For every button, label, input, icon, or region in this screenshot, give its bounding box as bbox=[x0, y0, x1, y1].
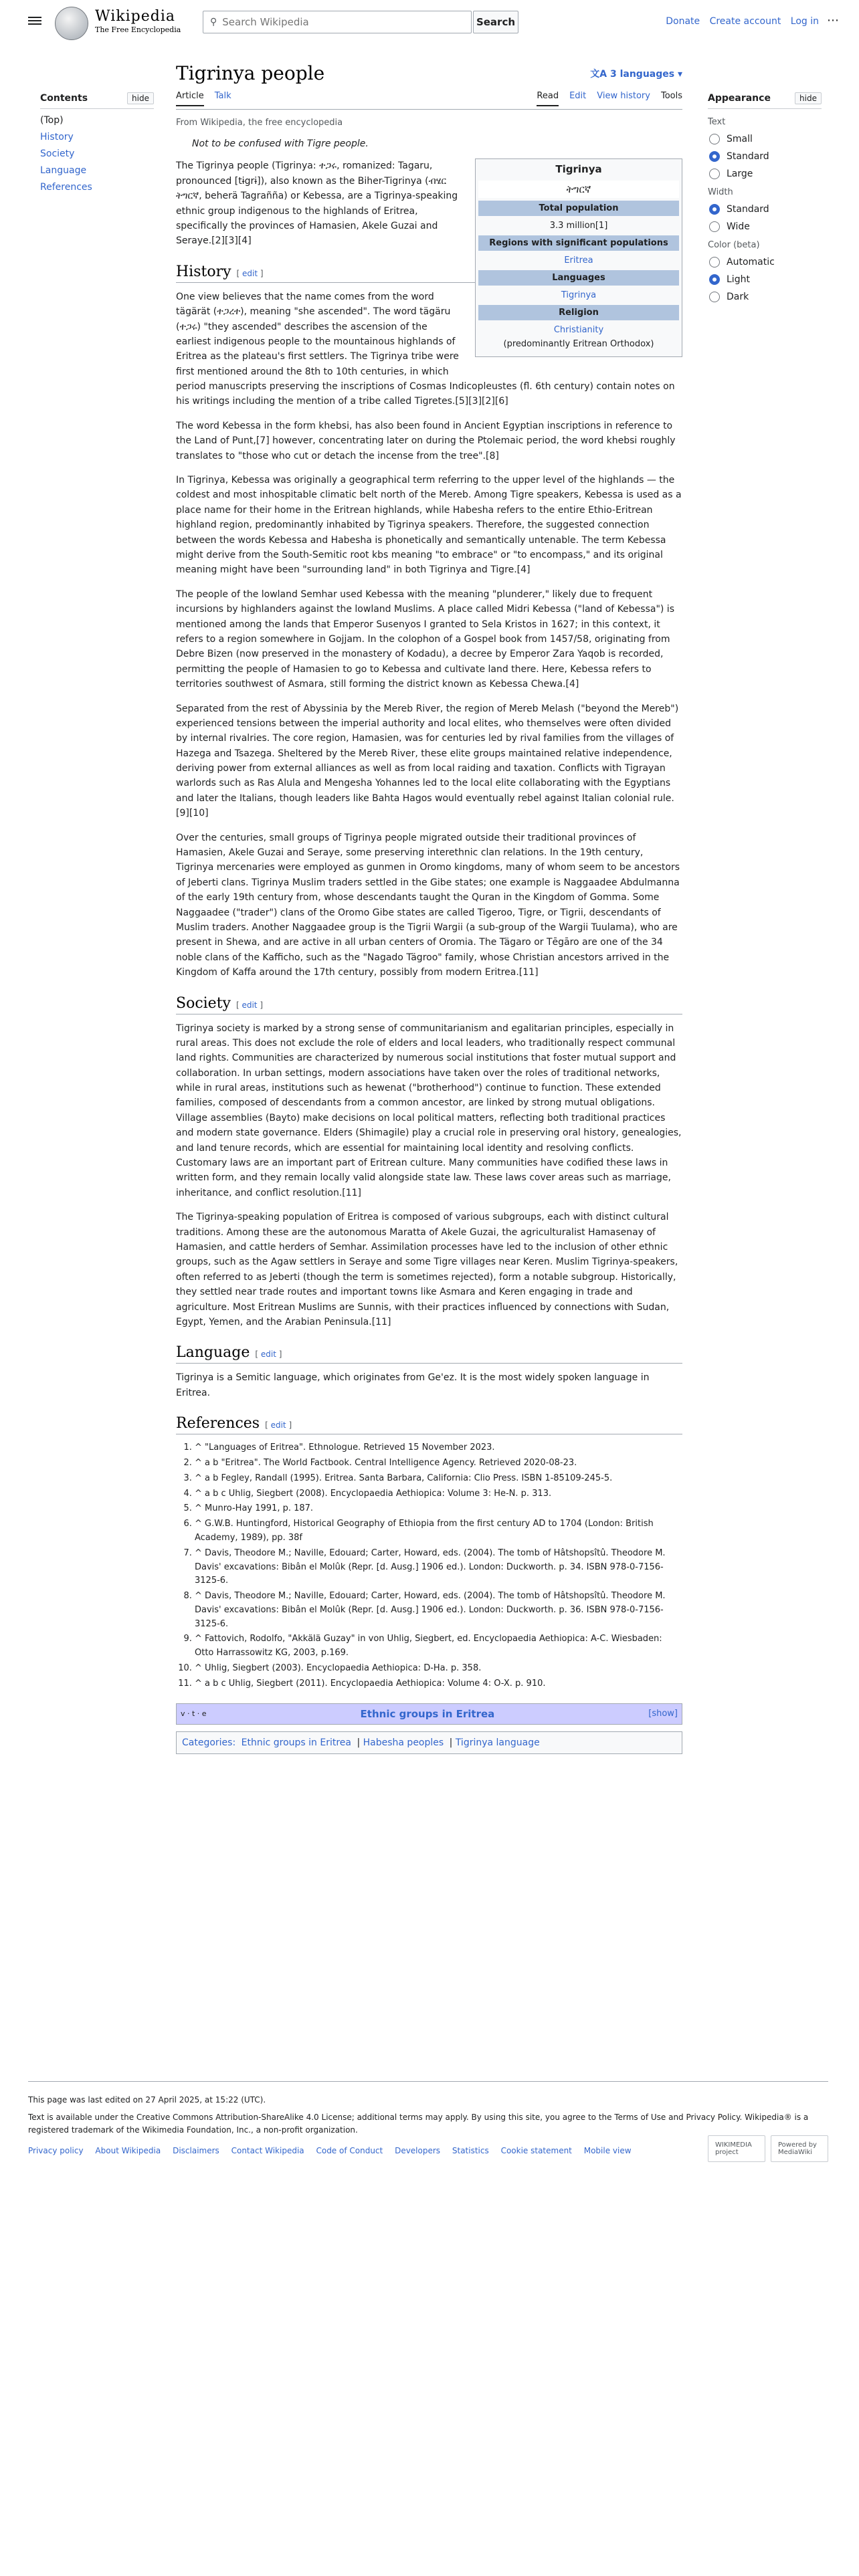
infobox bbox=[475, 158, 682, 357]
page-title: Tigrinya people bbox=[176, 62, 325, 84]
last-edited: This page was last edited on 27 April 2025, at 15:22 (UTC). bbox=[28, 2095, 266, 2105]
mediawiki-badge[interactable]: Powered by MediaWiki bbox=[771, 2135, 828, 2162]
wikipedia-globe-logo[interactable] bbox=[55, 7, 88, 40]
footer-link[interactable]: Contact Wikipedia bbox=[231, 2146, 304, 2156]
search-input[interactable] bbox=[222, 16, 423, 28]
toc-item-language[interactable]: Language bbox=[40, 165, 87, 176]
footer-link[interactable]: Cookie statement bbox=[500, 2146, 572, 2156]
page-tabs bbox=[176, 91, 682, 110]
language-selector-button[interactable]: 文A 3 languages ▾ bbox=[590, 69, 682, 80]
edit-history-link[interactable]: edit bbox=[242, 268, 258, 278]
wikimedia-badge[interactable]: WIKIMEDIA project bbox=[708, 2135, 765, 2162]
society-paragraph: Tigrinya society is marked by a strong sense of communitarianism and egalitarian principles, especially in rural areas. This does not exclude the role of elders and local leaders, who traditionally respect communal land rights. Communities are characterized by numerous social institutions that foster mutual support and collaboration. In urban settings, modern associations have taken over the roles of traditional networks, while in rural areas, institutions such as hewenat ("brotherhood") continue to function. These extended families, composed of descendants from a common ancestor, are linked by strong mutual obligations. Village assemblies (Bayto) make decisions on local political matters, reflecting both traditional practices and modern state governance. Elders (Shimagile) play a crucial role in preserving oral history, genealogies, and land tenure records, which are essential for maintaining local identity and resolving conflicts. Customary laws are an important part of Eritrean culture. Many communities have codified these laws in written form, and they remain locally valid alongside state law. These laws cover areas such as marriage, inheritance, and conflict resolution.[11] bbox=[176, 1023, 682, 1198]
appearance-hide-button[interactable]: hide bbox=[795, 92, 822, 104]
section-society-heading: Society [ edit ] bbox=[176, 995, 682, 1014]
category-link[interactable]: Ethnic groups in Eritrea bbox=[241, 1737, 351, 1748]
wordmark-tagline: The Free Encyclopedia bbox=[95, 25, 181, 34]
society-paragraph: The Tigrinya-speaking population of Eritrea is composed of various subgroups, each with distinct cultural traditions. Among these are the autonomous Maratta of Akele Guzai, the agriculturalist Hamasenay of Hamasien, and cattle herders of Semhar. Assimilation processes have led to the inclusion of other ethnic groups, such as the Agaw settlers in Seraye and some Tigre villages near Keren. Muslim Tigrinya-speakers, often referred to as Jeberti (though the term is sometimes rejected), form a notable subgroup. Historically, they settled near trade routes and important towns like Asmara and Keren engaging in trade and agriculture. Most Eritrean Muslims are Sunnis, with their practices influenced by connections with Sudan, Egypt, Yemen, and the Arabian Peninsula.[11] bbox=[176, 1212, 678, 1327]
text-size-label: Text bbox=[708, 117, 726, 127]
toc-item-top[interactable]: (Top) bbox=[40, 115, 64, 126]
toc-item-history[interactable]: History bbox=[40, 132, 74, 142]
site-header bbox=[0, 0, 859, 44]
more-options-icon[interactable]: ⋯ bbox=[827, 13, 839, 27]
text-standard-radio[interactable]: Standard bbox=[709, 151, 822, 162]
width-standard-radio[interactable]: Standard bbox=[709, 204, 822, 215]
table-of-contents bbox=[40, 92, 154, 199]
tab-talk[interactable]: Talk bbox=[214, 91, 231, 102]
navbox-show-button[interactable]: [show] bbox=[648, 1709, 678, 1719]
infobox-lang-value[interactable]: Tigrinya bbox=[561, 290, 597, 301]
footer-link[interactable]: About Wikipedia bbox=[95, 2146, 161, 2156]
infobox-religion-sub: (predominantly Eritrean Orthodox) bbox=[503, 339, 654, 350]
edit-language-link[interactable]: edit bbox=[260, 1350, 276, 1360]
from-wikipedia: From Wikipedia, the free encyclopedia bbox=[176, 118, 343, 128]
appearance-panel bbox=[708, 92, 822, 309]
reference-item[interactable]: 4. ^ a b c Uhlig, Siegbert (2008). Encyclopaedia Aethiopica: Volume 3: He-N. p. 313. bbox=[195, 1487, 682, 1501]
footer-link[interactable]: Statistics bbox=[452, 2146, 489, 2156]
tab-article[interactable]: Article bbox=[176, 91, 204, 106]
history-paragraph: The people of the lowland Semhar used Kebessa with the meaning "plunderer," likely due to frequent incursions by highlanders against the lowland Muslims. A place called Midri Kebessa ("land of Kebessa") is mentioned among the lands that Emperor Susenyos I granted to Sela Kristos in 1627; in this context, it refers to a region somewhere in Gojjam. In the colophon of a Gospel book from 1457/58, originating from Debre Bizen (now preserved in the monastery of Kodadu), a decree by Emperor Zara Yaqob is recorded, permitting the people of Hamasien to go to Kebessa and cultivate land there. Here, Kebessa refers to territories southwest of Asmara, still forming the district known as Kebessa Chewa.[4] bbox=[176, 588, 674, 690]
history-paragraph: Separated from the rest of Abyssinia by the Mereb River, the region of Mereb Melash ("beyond the Mereb") experienced tensions between the imperial authority and local elites, who themselves were often divided by internal rivalries. The core region, Hamasien, was for centuries led by rival families from the villages of Hazega and Tsazega. Sheltered by the Mereb River, these elite groups maintained relative independence, deriving power from external alliances as well as from local raiding and taxation. Conflicts with Tigrayan warlords such as Ras Alula and Mengesha Yohannes led to the local elite collaborating with the Egyptians and later the Italians, though leaders like Bahta Hagos would eventually rebel against Italian colonial rule.[9][10] bbox=[176, 703, 679, 819]
tab-view-history[interactable]: View history bbox=[597, 91, 650, 102]
search-button[interactable]: Search bbox=[473, 11, 518, 33]
reference-item[interactable]: 3. ^ a b Fegley, Randall (1995). Eritrea. Santa Barbara, California: Clio Press. ISBN 1-85109-245-5. bbox=[195, 1472, 682, 1486]
reference-item[interactable]: 1. ^ "Languages of Eritrea". Ethnologue. Retrieved 15 November 2023. bbox=[195, 1441, 682, 1455]
history-paragraph: One view believes that the name comes from the word tägärät (ተጋረተ), meaning "she ascended". The word tägäru (ተጋሩ) "they ascended" describes the ascension of the earliest indigenous people to the mountainous highlands of Eritrea as the plateau's first settlers. The Tigrinya tribe were first mentioned around the 8th to 10th centuries, in which period manuscripts preserving the inscriptions of Cosmas Indicopleustes (fl. 6th century) contain notes on his writings including the mention of a tribe called Tigretes.[5][3][2][6] bbox=[176, 291, 675, 407]
page-footer bbox=[28, 2081, 828, 2155]
footer-link[interactable]: Code of Conduct bbox=[316, 2146, 383, 2156]
reference-item[interactable]: 9. ^ Fattovich, Rodolfo, "Akkälä Guzay" in von Uhlig, Siegbert, ed. Encyclopaedia Aethiopica: A-C. Wiesbaden: Otto Harrassowitz KG, 2003, p.169. bbox=[195, 1632, 682, 1660]
category-links: Categories: Ethnic groups in Eritrea | Habesha peoples | Tigrinya language bbox=[176, 1731, 682, 1754]
references-list bbox=[176, 1441, 682, 1691]
create-account-link[interactable]: Create account bbox=[709, 16, 781, 27]
toc-item-society[interactable]: Society bbox=[40, 148, 75, 159]
footer-link[interactable]: Mobile view bbox=[583, 2146, 632, 2156]
width-wide-radio[interactable]: Wide bbox=[709, 221, 822, 232]
reference-item[interactable]: 8. ^ Davis, Theodore M.; Naville, Edouard; Carter, Howard, eds. (2004). The tomb of Hâtshopsîtû. Theodore M. Davis' excavations: Bibân el Molûk (Repr. [d. Ausg.] 1906 ed.). London: Duckworth. p. 36. ISBN 978-0-7156-3125-6. bbox=[195, 1590, 682, 1631]
toc-hide-button[interactable]: hide bbox=[127, 92, 154, 104]
intro-paragraph: The Tigrinya people (Tigrinya: ተጋሩ, romanized: Tagaru, pronounced [tɨgrɨ]), also known as the Biher-Tigrinya (ብሄር ትግርኛ, beherä Tagrañña) or Kebessa, are a Tigrinya-speaking ethnic group indigenous to the highlands of Eritrea, specifically the provinces of Hamasien, Akele Guzai and Seraye.[2][3][4] bbox=[176, 160, 458, 247]
hatnote: Not to be confused with Tigre people. bbox=[192, 138, 369, 150]
reference-item[interactable]: 7. ^ Davis, Theodore M.; Naville, Edouard; Carter, Howard, eds. (2004). The tomb of Hâtshopsîtû. Theodore M. Davis' excavations: Bibân el Molûk (Repr. [d. Ausg.] 1906 ed.). London: Duckworth. p. 34. ISBN 978-0-7156-3125-6. bbox=[195, 1547, 682, 1588]
appearance-title: Appearance bbox=[708, 93, 771, 104]
tab-read[interactable]: Read bbox=[537, 91, 559, 106]
reference-item[interactable]: 6. ^ G.W.B. Huntingford, Historical Geography of Ethiopia from the first century AD to 1704 (London: British Academy, 1989), pp. 38f bbox=[195, 1517, 682, 1545]
infobox-lang-label: Languages bbox=[478, 270, 679, 286]
tab-tools[interactable]: Tools bbox=[660, 91, 682, 102]
color-automatic-radio[interactable]: Automatic bbox=[709, 257, 822, 267]
section-references-heading: References [ edit ] bbox=[176, 1415, 682, 1434]
navbox-title[interactable]: Ethnic groups in Eritrea bbox=[360, 1707, 495, 1720]
edit-society-link[interactable]: edit bbox=[242, 1000, 258, 1010]
history-paragraph: Over the centuries, small groups of Tigrinya people migrated outside their traditional provinces of Hamasien, Akele Guzai and Seraye, some preserving interethnic clan relations. In the 19th century, Tigrinya mercenaries were employed as gunmen in Oromo kingdoms, many of whom seem to be ancestors of Jeberti clans. Tigrinya Muslim traders settled in the Gibe states; one example is Naggaadee Abdulmanna of the early 19th century from, whose descendants taught the Quran in the Kingdom of Gomma. Some Naggaadee ("trader") clans of the Oromo Gibe states are called Tigeroo, Tigre, or Tigrii, descendants of Muslim traders. Another Naggaadee group is the Tigrii Wargii (a sub-group of the Wargii Tuulama), who are present in Shewa, and are active in all urban centers of Oromia. The Tägaro or Tēgāro are one of the 34 noble clans of the Kafficho, such as the "Nagado Tägroo" family, whose Christian ancestors arrived in the Kingdom of Kaffa around the 17th century, possibly from modern Eritrea.[11] bbox=[176, 832, 680, 978]
footer-link[interactable]: Privacy policy bbox=[28, 2146, 84, 2156]
navbox bbox=[176, 1703, 682, 1725]
toc-title: Contents bbox=[40, 93, 88, 104]
width-label: Width bbox=[708, 187, 733, 197]
infobox-regions-value[interactable]: Eritrea bbox=[564, 255, 593, 266]
section-history-heading: History [ edit ] bbox=[176, 263, 682, 283]
donate-link[interactable]: Donate bbox=[666, 16, 700, 27]
infobox-regions-label: Regions with significant populations bbox=[478, 235, 679, 251]
section-language-heading: Language [ edit ] bbox=[176, 1344, 682, 1364]
color-light-radio[interactable]: Light bbox=[709, 274, 822, 285]
menu-icon[interactable] bbox=[28, 15, 41, 27]
navbox-vte[interactable]: v · t · e bbox=[181, 1709, 207, 1719]
header-links bbox=[659, 16, 819, 27]
text-large-radio[interactable]: Large bbox=[709, 169, 822, 179]
categories-label[interactable]: Categories: bbox=[182, 1737, 236, 1748]
color-label: Color (beta) bbox=[708, 240, 760, 250]
infobox-pop-value: 3.3 million[1] bbox=[549, 221, 608, 231]
search-icon: ⚲ bbox=[210, 17, 217, 27]
infobox-pop-label: Total population bbox=[478, 201, 679, 216]
infobox-religion-label: Religion bbox=[478, 305, 679, 320]
reference-item[interactable]: 2. ^ a b "Eritrea". The World Factbook. Central Intelligence Agency. Retrieved 2020-08-23. bbox=[195, 1457, 682, 1471]
history-paragraph: The word Kebessa in the form khebsi, has also been found in Ancient Egyptian inscriptions in reference to the Land of Punt,[7] however, concentrating later on during the Ptolemaic period, the word khebsi roughly translates to "those who cut or detach the incense from the tree".[8] bbox=[176, 420, 676, 461]
category-link[interactable]: Habesha peoples bbox=[363, 1737, 444, 1748]
history-paragraph: In Tigrinya, Kebessa was originally a geographical term referring to the upper level of the highlands — the coldest and most inhospitable climatic belt north of the Mereb. Among Tigre speakers, Kebessa is used as a place name for their home in the Eritrean highlands, while Habesha refers to the entire Ethio-Eritrean highland region, predominantly inhabited by Tigrinya speakers. Therefore, the suggested connection between the words Kebessa and Habesha is phonetically and semantically untenable. The term Kebessa might derive from the South-Semitic root kbs meaning "to embrace" or "to encompass," and its original meaning might have been "surrounding land" in both Tigrinya and Tigre.[4] bbox=[176, 475, 682, 576]
tab-edit[interactable]: Edit bbox=[569, 91, 587, 102]
article-content bbox=[176, 62, 682, 1754]
login-link[interactable]: Log in bbox=[790, 16, 819, 27]
infobox-religion-value[interactable]: Christianity bbox=[553, 325, 604, 336]
toc-item-references[interactable]: References bbox=[40, 182, 92, 193]
footer-link[interactable]: Developers bbox=[395, 2146, 441, 2156]
text-small-radio[interactable]: Small bbox=[709, 134, 822, 144]
reference-item[interactable]: 5. ^ Munro-Hay 1991, p. 187. bbox=[195, 1502, 682, 1516]
wordmark-title: Wikipedia bbox=[95, 8, 175, 25]
reference-item[interactable]: 11. ^ a b c Uhlig, Siegbert (2011). Encyclopaedia Aethiopica: Volume 4: O-X. p. 910. bbox=[195, 1677, 682, 1691]
search-box[interactable] bbox=[203, 11, 472, 33]
infobox-native-name: ትግርኛ bbox=[478, 181, 679, 198]
license-text: Text is available under the Creative Commons Attribution-ShareAlike 4.0 License; additional terms may apply. By using this site, you agree to the Terms of Use and Privacy Policy. Wikipedia® is a registered trademark of the Wikimedia Foundation, Inc., a non-profit organization. bbox=[28, 2113, 809, 2135]
edit-references-link[interactable]: edit bbox=[270, 1420, 286, 1430]
reference-item[interactable]: 10. ^ Uhlig, Siegbert (2003). Encyclopaedia Aethiopica: D-Ha. p. 358. bbox=[195, 1662, 682, 1676]
color-dark-radio[interactable]: Dark bbox=[709, 292, 822, 302]
category-link[interactable]: Tigrinya language bbox=[455, 1737, 540, 1748]
footer-link[interactable]: Disclaimers bbox=[173, 2146, 219, 2156]
infobox-title: Tigrinya bbox=[555, 163, 602, 176]
wordmark[interactable] bbox=[95, 8, 181, 34]
language-paragraph: Tigrinya is a Semitic language, which originates from Ge'ez. It is the most widely spoken language in Eritrea. bbox=[176, 1372, 650, 1398]
